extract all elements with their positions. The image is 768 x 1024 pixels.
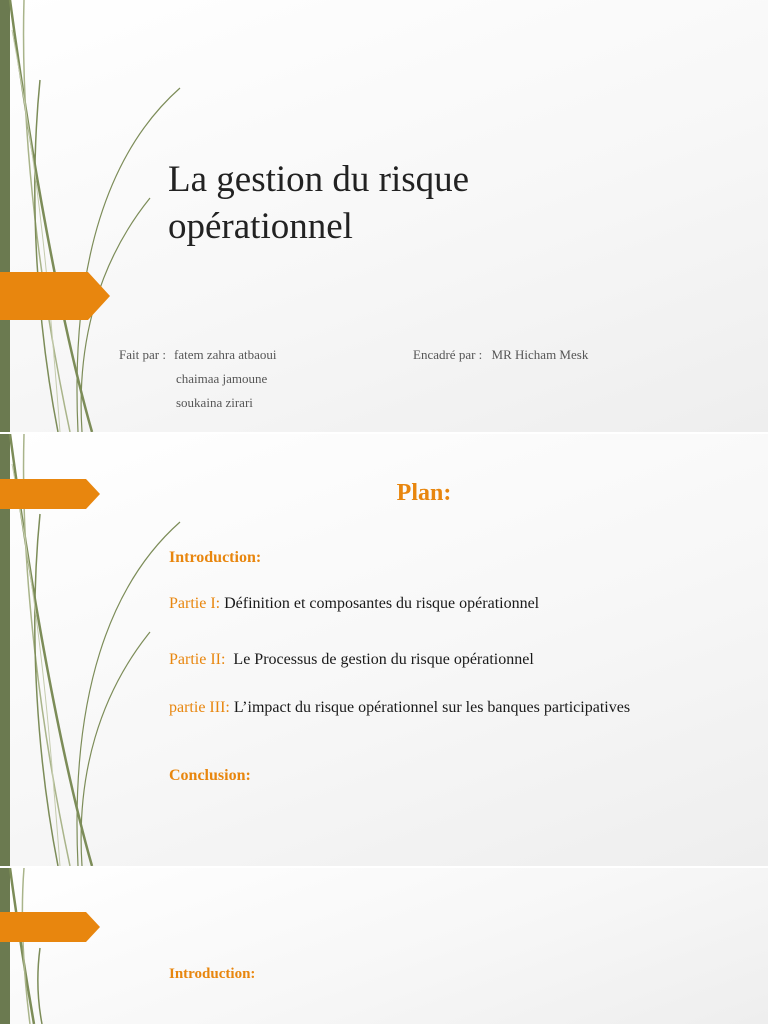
part-label: Partie II: <box>169 651 226 668</box>
plan-conclusion: Conclusion: <box>169 767 251 784</box>
title-slide <box>0 0 768 432</box>
authors-block <box>119 343 166 367</box>
section-heading: Introduction: <box>169 966 256 982</box>
title-line-2: opérationnel <box>168 206 353 247</box>
author-name: chaimaa jamoune <box>176 371 268 386</box>
plan-slide <box>0 434 768 866</box>
orange-arrow-marker <box>0 272 110 320</box>
part-label: Partie I: <box>169 595 221 612</box>
author-name: soukaina zirari <box>176 395 253 410</box>
plan-heading: Plan: <box>396 480 452 506</box>
introduction-slide <box>0 868 768 1024</box>
part-label: partie III: <box>169 699 230 716</box>
plan-item-part-2 <box>169 648 649 671</box>
made-by-label: Fait par : <box>119 347 166 362</box>
plan-item-part-3 <box>169 696 639 719</box>
orange-arrow-marker <box>0 912 100 942</box>
supervisor-block <box>413 343 588 367</box>
part-text: L’impact du risque opérationnel sur les banques participatives <box>233 699 631 716</box>
supervisor-name: MR Hicham Mesk <box>491 347 589 362</box>
decorative-swoosh <box>0 868 200 1024</box>
plan-item-part-1 <box>169 592 649 615</box>
part-text: Définition et composantes du risque opérationnel <box>224 595 540 612</box>
title-line-1: La gestion du risque <box>168 159 470 200</box>
plan-intro: Introduction: <box>169 549 262 566</box>
presentation-title <box>168 156 688 250</box>
supervised-by-label: Encadré par : <box>413 347 483 362</box>
author-list <box>174 343 277 415</box>
author-name: fatem zahra atbaoui <box>174 347 277 362</box>
part-text: Le Processus de gestion du risque opérationnel <box>233 651 534 668</box>
